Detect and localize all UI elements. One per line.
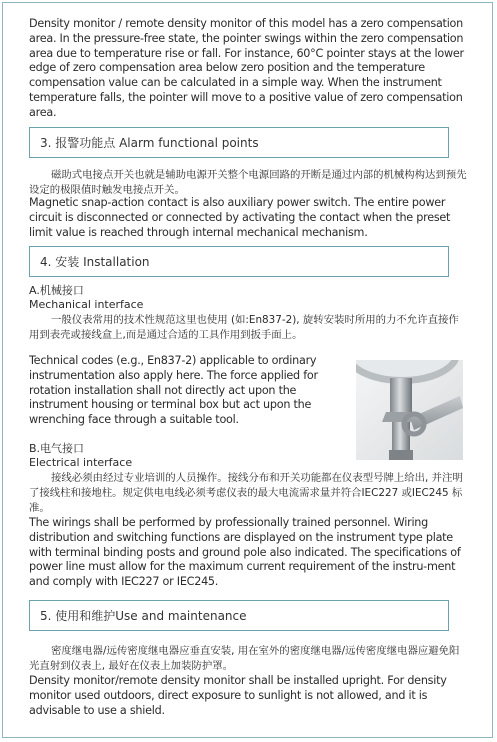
electrical-interface-label-zh: B.电气接口 xyxy=(29,442,85,455)
mechanical-interface-en-text: Technical codes (e.g., En837-2) applicable to ordinary instrumentation also apply here. The force applied for rotation installation shall not directly act upon the instrument housing or terminal box but act upon the wrenching face through a suitable tool. xyxy=(29,354,318,427)
mechanical-interface-label-zh: A.机械接口 xyxy=(29,284,84,297)
mechanical-interface-zh-text: 一般仪表常用的技术性规范这里也使用 (如:En837-2), 旋转安装时所用的力不允许直接作用到表壳或接线盒上,而是通过合适的工具作用到扳手面上。 xyxy=(29,314,459,341)
gauge-wrench-illustration xyxy=(356,360,463,460)
section-5-heading: 5. 使用和维护Use and maintenance xyxy=(29,600,449,631)
electrical-interface-en-text: The wirings shall be performed by professionally trained personnel. Wiring distribution and switching functions are displayed on the instrument type plate with terminal binding posts and ground pole also indicated. The specifications of power line must allow for the maximum current requirement of the instru-ment and comply with IEC227 or IEC245. xyxy=(29,516,461,589)
section-3-heading: 3. 报警功能点 Alarm functional points xyxy=(29,127,449,158)
manual-page xyxy=(2,2,493,738)
section-4-heading: 4. 安装 Installation xyxy=(29,246,449,277)
intro-paragraph: Density monitor / remote density monitor of this model has a zero compensation area. In the pressure-free state, the pointer swings within the zero compensation area due to temperature rise or fall. For instance, 60°C pointer stays at the lower edge of zero compensation area below zero position and the temperature compensation value can be calculated in a simple way. When the instrument temperature falls, the pointer will move to a positive value of zero compensation area. xyxy=(29,17,464,119)
section-5-en-text: Density monitor/remote density monitor shall be installed upright. For density monitor used outdoors, direct exposure to sunlight is not allowed, and it is advisable to use a shield. xyxy=(29,674,447,717)
section-5-zh-text: 密度继电器/远传密度继电器应垂直安装, 用在室外的密度继电器/远传密度继电器应避免阳光直射到仪表上, 最好在仪表上加装防护罩。 xyxy=(29,645,460,672)
mechanical-interface-label-en: Mechanical interface xyxy=(29,298,144,311)
electrical-interface-label-en: Electrical interface xyxy=(29,456,133,469)
section-3-zh-text: 磁助式电接点开关也就是辅助电源开关整个电源回路的开断是通过内部的机械构构达到预先设定的极限值时触发电接点开关。 xyxy=(29,169,467,196)
section-3-en-text: Magnetic snap-action contact is also auxiliary power switch. The entire power circuit is disconnected or connected by activating the contact when the preset limit value is reached through internal mechanical mechanism. xyxy=(29,196,451,239)
electrical-interface-zh-text: 接线必须由经过专业培训的人员操作。接线分布和开关功能都在仪表型号牌上给出, 并注明了接线柱和接地柱。规定供电电线必须考虑仪表的最大电流需求量并符合IEC227 或IEC245 标准。 xyxy=(29,472,463,514)
instrument-mount-photo xyxy=(356,360,463,460)
